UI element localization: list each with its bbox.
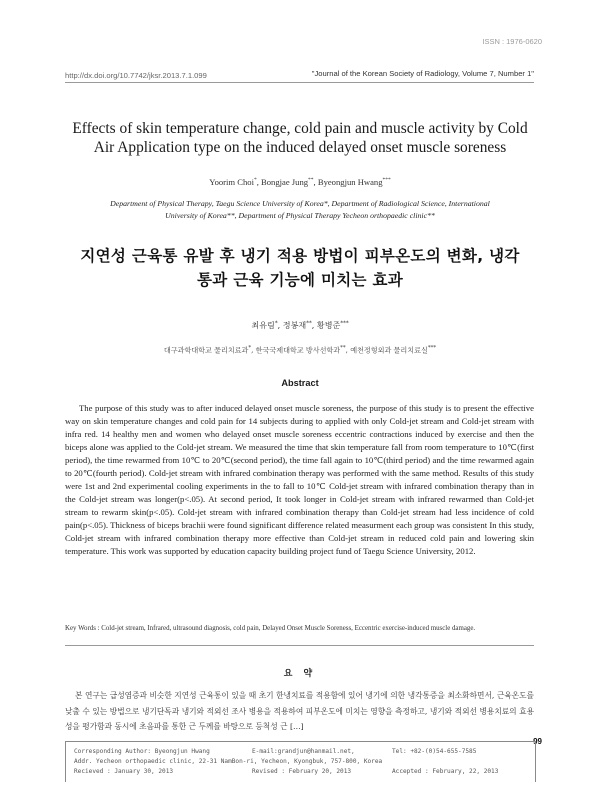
abstract-text: The purpose of this study was to after induced delayed onset muscle soreness, the purpose of this study is to present the effective way on skin temperature changes and cold pain for 14 subjects during to applied with only Cold-jet stream and Cold-jet stream with infra red. 14 healthy men and women who delayed onset muscle soreness eccentric contractions induced by exercise and then the biceps alone was applied to the Cold-jet stream. We measured the time that skin temperature fall from room temperature to 10℃(first period), the time rewarmed from 10℃ to 20℃(second period), the time fall again to 10℃(third period) and the time rewarmed again to 20℃(fourth period). Cold-jet stream with infrared combination therapy was performed with the same method. Results of this study were 1st and 2nd experimental cooling experiments in the to fall to 10℃ Cold-jet stream with infrared combination therapy than in the Cold-jet stream was longer(p<.05). At second period, It took longer in Cold-jet stream with infrared rewarmed than Cold-jet stream to rewarm skin(p<.05). Cold-jet stream with infrared combination therapy than Cold-jet stream had less incidence of cold pain(p<.05). Thickness of biceps brachii were found significant difference related measurment each group was consistent In this study, Cold-jet stream with infrared combination therapy more effective than Cold-jet stream in reduced cold pain and lowering skin temperature. This work was supported by education capacity building project fund of Taegu Science University, 2012. (65, 403, 534, 556)
korean-author-3-mark: *** (340, 320, 349, 327)
korean-author-2-mark: ** (306, 320, 312, 327)
english-title-line2: Air Application type on the induced delayed onset muscle soreness (93, 139, 507, 156)
header-divider (65, 82, 534, 83)
revised-date: Revised : February 20, 2013 (252, 768, 352, 775)
telephone: Tel: +82-(0)54-655-7585 (392, 748, 477, 755)
received-date: Recieved : January 30, 2013 (74, 768, 174, 775)
english-authors: Yoorim Choi*, Bongjae Jung**, Byeongjun Hwang*** (209, 177, 391, 187)
keywords-divider (65, 645, 534, 646)
author-3-mark: *** (382, 177, 391, 184)
english-title-line1: Effects of skin temperature change, cold pain and muscle activity by Cold (72, 120, 528, 137)
address: Addr. Yecheon orthopaedic clinic, 22-31 NamBon-ri, Yecheon, Kyongbuk, 757-800, Korea (74, 758, 383, 765)
author-1: Yoorim Choi (209, 177, 254, 187)
english-affiliation-line1: Department of Physical Therapy, Taegu Science University of Korea*, Department of Radiological Science, International (110, 199, 490, 208)
korean-authors: 최유림*, 정봉재**, 황병준*** (251, 320, 349, 330)
korean-affiliation-1: 대구과학대학교 물리치료과 (163, 345, 249, 355)
issn: ISSN : 1976-0620 (482, 37, 542, 46)
english-affiliation-line2: University of Korea**, Department of Physical Therapy Yecheon orthopaedic clinic** (165, 211, 435, 220)
korean-summary-heading: 요 약 (283, 669, 317, 679)
author-1-mark: * (253, 177, 257, 184)
korean-affiliation-1-mark: * (248, 345, 252, 351)
korean-affiliations: 대구과학대학교 물리치료과*, 한국국제대학교 방사선학과**, 예천정형외과 물리치료실*** (163, 345, 437, 355)
author-2-mark: ** (308, 177, 314, 184)
korean-affiliation-2-mark: ** (340, 345, 346, 351)
korean-title-line2: 통과 근육 기능에 미치는 효과 (196, 271, 404, 289)
abstract-heading: Abstract (281, 378, 319, 388)
korean-affiliation-2: 한국국제대학교 방사선학과 (255, 345, 341, 355)
english-title (40, 119, 560, 157)
author-2: Bongjae Jung (261, 177, 309, 187)
correspondence-box (65, 741, 536, 782)
korean-summary-text: 본 연구는 급성염증과 비슷한 지연성 근육통이 있을 때 초기 한냉치료를 적용함에 있어 냉기에 의한 냉각통증을 최소화하면서, 근육온도를 낮출 수 있는 방법으로 냉기단독과 냉기와 적외선 조사 병용을 적용하여 피부온도에 미치는 영향을 측정하고, 냉기와 적외선 병용치료의 효용성을 평가함과 동시에 초음파를 통한 근 두께를 바탕으로 등척성 근 […] (65, 691, 534, 732)
korean-author-1-mark: * (274, 320, 278, 327)
korean-affiliation-3: 예천정형외과 물리치료실 (350, 345, 428, 355)
korean-title-line1: 지연성 근육통 유발 후 냉기 적용 방법이 피부온도의 변화, 냉각 (80, 247, 520, 265)
korean-title (40, 244, 560, 292)
page-number: 99 (533, 737, 542, 746)
email[interactable]: E-mail:grandjun@hanmail.net, (252, 748, 355, 755)
corresponding-author: Corresponding Author: Byeongjun Hwang (74, 748, 210, 755)
doi-link[interactable]: http://dx.doi.org/10.7742/jksr.2013.7.1.099 (65, 71, 207, 80)
author-3: Byeongjun Hwang (317, 177, 383, 187)
journal-name: Journal of the Korean Society of Radiology, Volume 7, Number 1 (314, 69, 532, 78)
korean-author-3: 황병준 (316, 320, 341, 330)
english-affiliations (60, 198, 540, 222)
journal-citation: "Journal of the Korean Society of Radiology, Volume 7, Number 1" (311, 69, 534, 78)
korean-author-2: 정봉재 (282, 320, 307, 330)
keywords: Key Words : Cold-jet stream, Infrared, ultrasound diagnosis, cold pain, Delayed Onset Muscle Soreness, Eccentric exercise-induced muscle damage. (65, 625, 476, 632)
korean-affiliation-3-mark: *** (427, 345, 437, 351)
accepted-date: Accepted : February, 22, 2013 (392, 768, 499, 775)
korean-author-1: 최유림 (251, 320, 275, 330)
